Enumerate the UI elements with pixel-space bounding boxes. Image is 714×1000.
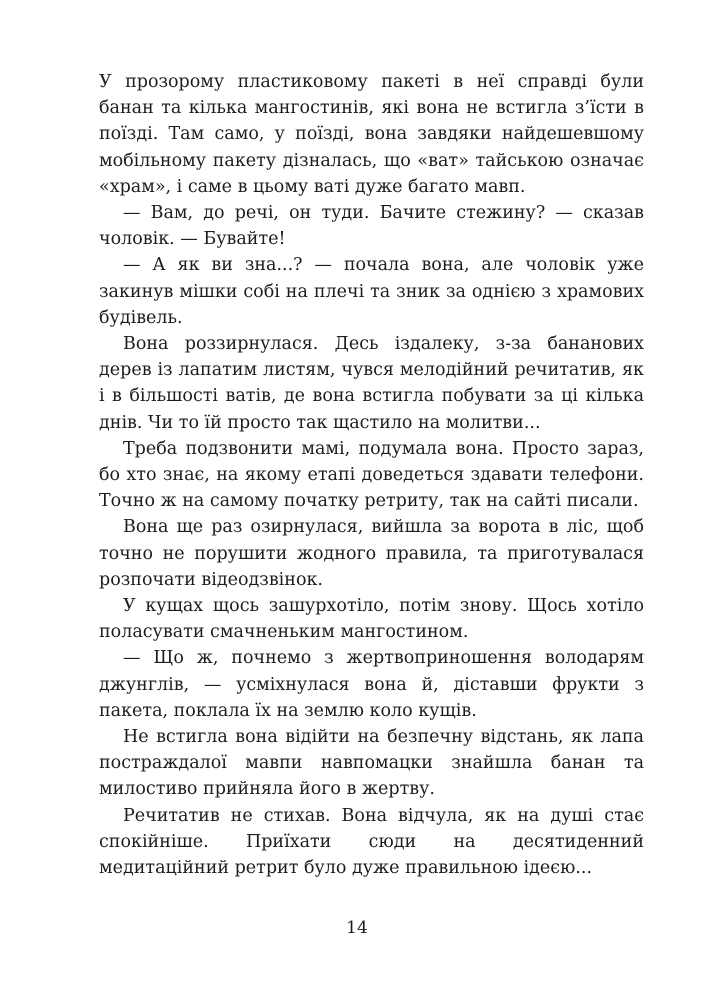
- paragraph: У прозорому пластиковому пакеті в неї справді були банан та кілька мангостинів, які вона не встигла з’їсти в поїзді. Там само, у поїзді, вона завдяки найдешевшому мобільному пакету дізналась, що «ват» тайською означає «храм», і саме в цьому ваті дуже багато мавп.: [99, 72, 644, 197]
- paragraph: У кущах щось зашурхотіло, потім знову. Щось хотіло поласувати смачненьким мангостином.: [99, 596, 644, 643]
- paragraph: — Вам, до речі, он туди. Бачите стежину? — сказав чоловік. — Бувайте!: [99, 203, 644, 250]
- paragraph: Вона роззирнулася. Десь іздалеку, з-за бананових дерев із лапатим листям, чувся мелодійний речитатив, як і в більшості ватів, де вона встигла побувати за ці кілька днів. Чи то їй просто так щастило на молитви...: [99, 334, 644, 433]
- paragraph: — А як ви зна...? — почала вона, але чоловік уже закинув мішки собі на плечі та зник за однією з храмових будівель.: [99, 255, 644, 328]
- page-number: 14: [346, 918, 368, 938]
- paragraph: — Що ж, почнемо з жертвоприношення володарям джунглів, — усміхнулася вона й, діставши фрукти з пакета, поклала їх на землю коло кущів.: [99, 648, 644, 721]
- paragraph: Вона ще раз озирнулася, вийшла за ворота в ліс, щоб точно не порушити жодного правила, та приготувалася розпочати відеодзвінок.: [99, 517, 644, 590]
- body-text: [99, 69, 644, 881]
- paragraph: Не встигла вона відійти на безпечну відстань, як лапа постраждалої мавпи навпомацки знайшла банан та милостиво прийняла його в жертву.: [99, 727, 644, 800]
- paragraph: Речитатив не стихав. Вона відчула, як на душі стає спокійніше. Приїхати сюди на десятиденний медитаційний ретрит було дуже правильною ідеєю...: [99, 805, 644, 879]
- paragraph: Треба подзвонити мамі, подумала вона. Просто зараз, бо хто знає, на якому етапі доведеться здавати телефони. Точно ж на самому початку ретриту, так на сайті писали.: [99, 438, 644, 512]
